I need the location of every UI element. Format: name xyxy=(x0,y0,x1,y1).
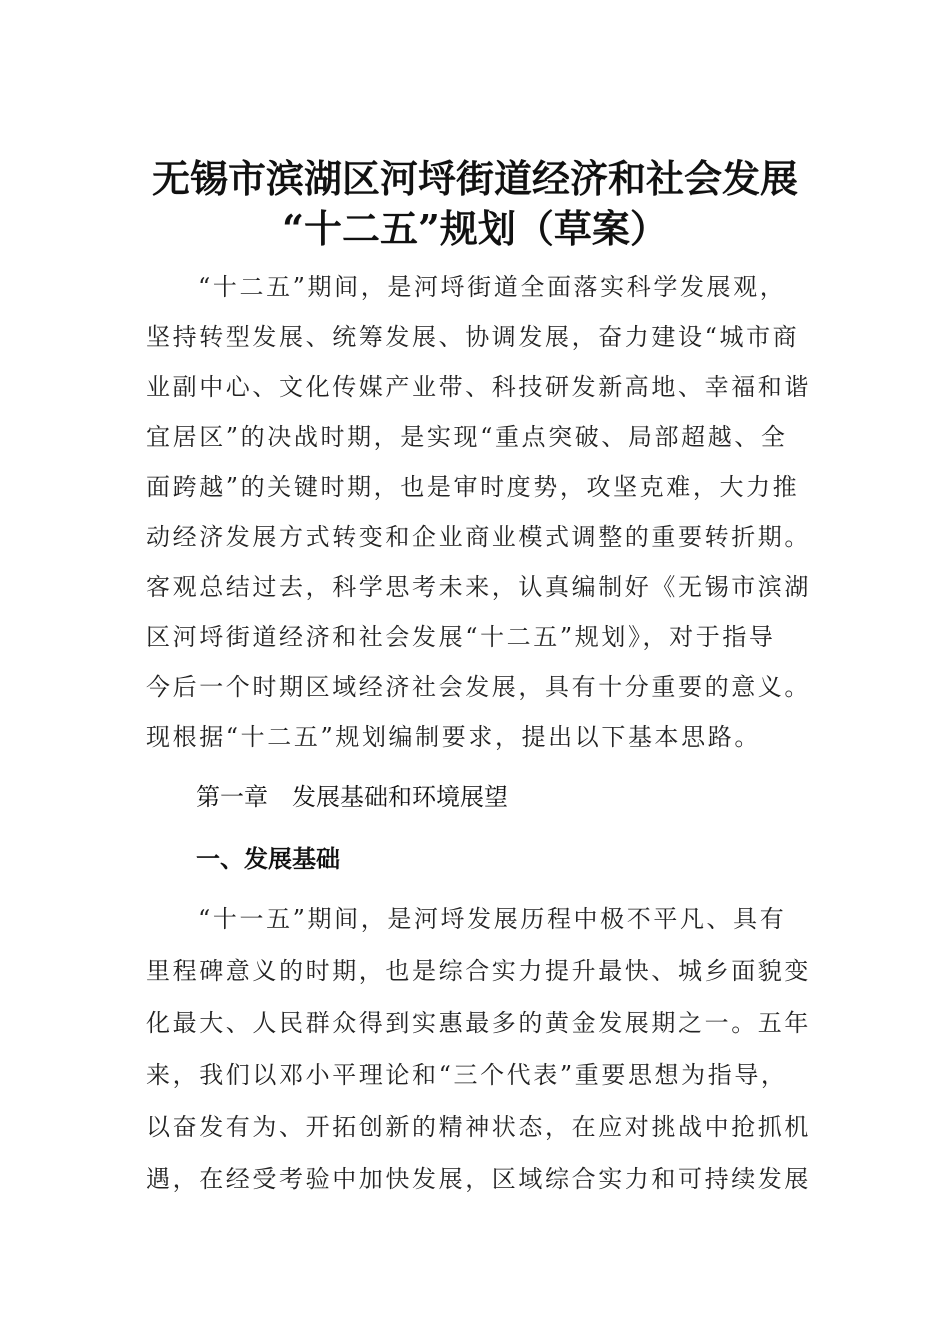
paragraph-line: 坚持转型发展、统筹发展、协调发展，奋力建设“城市商 xyxy=(146,323,800,351)
paragraph-line: 面跨越”的关键时期，也是审时度势，攻坚克难，大力推 xyxy=(146,473,800,501)
paragraph-line: 现根据“十二五”规划编制要求，提出以下基本思路。 xyxy=(146,723,761,751)
paragraph-line: 里程碑意义的时期，也是综合实力提升最快、城乡面貌变 xyxy=(146,957,811,985)
chapter-heading: 第一章 发展基础和环境展望 xyxy=(196,783,508,811)
paragraph-line: 遇，在经受考验中加快发展，区域综合实力和可持续发展 xyxy=(146,1165,811,1193)
paragraph-line: “十二五”期间，是河埒街道全面落实科学发展观， xyxy=(198,273,787,301)
paragraph-line: 区河埒街道经济和社会发展“十二五”规划》，对于指导 xyxy=(146,623,776,651)
paragraph-line: “十一五”期间，是河埒发展历程中极不平凡、具有 xyxy=(198,905,787,933)
paragraph-line: 宜居区”的决战时期，是实现“重点突破、局部超越、全 xyxy=(146,423,788,451)
paragraph-line: 动经济发展方式转变和企业商业模式调整的重要转折期。 xyxy=(146,523,811,551)
paragraph-line: 客观总结过去，科学思考未来，认真编制好《无锡市滨湖 xyxy=(146,573,811,601)
document-title-line-1: 无锡市滨湖区河埒街道经济和社会发展 xyxy=(151,156,798,201)
paragraph-line: 化最大、人民群众得到实惠最多的黄金发展期之一。五年 xyxy=(146,1009,811,1037)
paragraph-line: 来，我们以邓小平理论和“三个代表”重要思想为指导， xyxy=(146,1061,788,1089)
paragraph-line: 以奋发有为、开拓创新的精神状态，在应对挑战中抢抓机 xyxy=(146,1113,811,1141)
paragraph-line: 业副中心、文化传媒产业带、科技研发新高地、幸福和谐 xyxy=(146,373,811,401)
paragraph-line: 今后一个时期区域经济社会发展，具有十分重要的意义。 xyxy=(146,673,811,701)
section-heading: 一、发展基础 xyxy=(196,844,340,873)
document-title-line-2: “十二五”规划（草案） xyxy=(282,206,668,251)
